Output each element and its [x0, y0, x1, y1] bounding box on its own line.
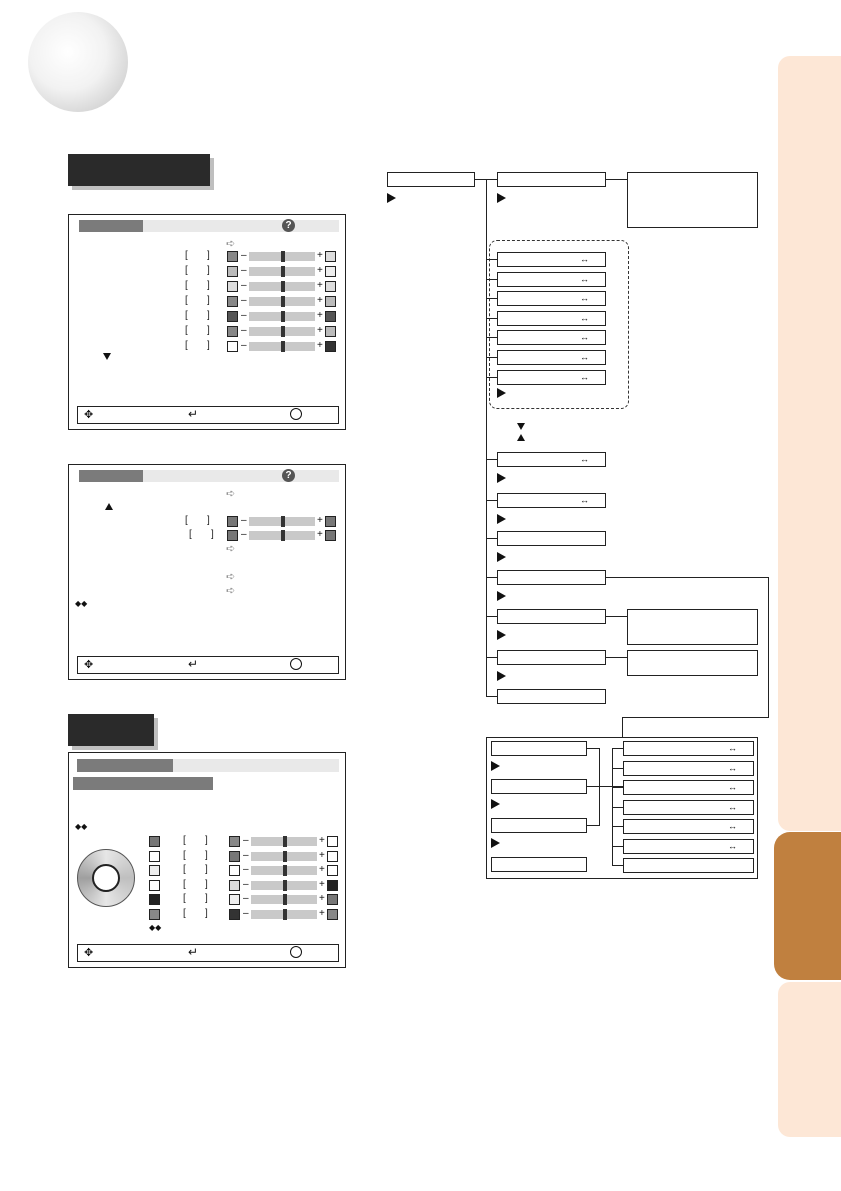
- tree-connector: [606, 577, 769, 578]
- swatch-left-icon: [227, 341, 238, 352]
- minus-sign: –: [243, 907, 249, 919]
- reset-icon[interactable]: ◆◆: [75, 599, 88, 608]
- tree-connector: [612, 787, 623, 788]
- bracket-open: [: [189, 529, 192, 540]
- bracket-open: [: [185, 295, 188, 306]
- tree-node-6[interactable]: [497, 609, 606, 624]
- color-swatch-icon: [149, 865, 160, 876]
- slider-knob[interactable]: [283, 865, 287, 876]
- right-arrow-icon: [497, 552, 506, 562]
- sub-tree-option-2[interactable]: [623, 761, 754, 776]
- tree-connector: [612, 768, 623, 769]
- swatch-left-icon: [227, 516, 238, 527]
- left-right-arrow-icon: ↔: [580, 293, 589, 304]
- bracket-close: ]: [207, 280, 210, 291]
- left-right-arrow-icon: ↔: [580, 495, 589, 505]
- tree-connector: [606, 657, 627, 658]
- tree-node-8[interactable]: [497, 689, 606, 704]
- plus-sign: +: [317, 250, 323, 261]
- sub-tree-node-1[interactable]: [491, 741, 587, 756]
- enter-icon: ↵: [188, 657, 199, 671]
- menu-button-icon: [290, 658, 302, 670]
- left-right-arrow-icon: ↔: [728, 840, 737, 851]
- bracket-open: [: [185, 325, 188, 336]
- slider-knob[interactable]: [281, 266, 285, 277]
- menu-button-icon: [290, 946, 302, 958]
- bracket-close: ]: [207, 295, 210, 306]
- minus-sign: –: [241, 250, 247, 261]
- plus-sign: +: [317, 265, 323, 276]
- scroll-up-icon[interactable]: [105, 503, 113, 510]
- tree-node-7[interactable]: [497, 650, 606, 665]
- slider-knob[interactable]: [283, 894, 287, 905]
- swatch-right-icon: [325, 296, 336, 307]
- swatch-left-icon: [227, 251, 238, 262]
- tree-connector: [622, 717, 769, 718]
- right-arrow-icon: [491, 799, 500, 809]
- plus-sign: +: [317, 310, 323, 321]
- plus-sign: +: [317, 515, 323, 526]
- menu-tab-active[interactable]: [79, 470, 143, 482]
- swatch-left-icon: [227, 311, 238, 322]
- menu-tab-active[interactable]: [79, 220, 143, 232]
- four-way-arrow-icon: ✥: [84, 659, 94, 671]
- tree-connector: [612, 826, 623, 827]
- tree-connector: [486, 279, 497, 280]
- menu-nav-bar: [77, 406, 339, 424]
- bracket-close: ]: [207, 340, 210, 351]
- plus-sign: +: [319, 835, 325, 846]
- bracket-open: [: [183, 878, 186, 890]
- tree-connector: [622, 717, 623, 737]
- bracket-close: ]: [205, 878, 208, 890]
- slider-knob[interactable]: [283, 851, 287, 862]
- swatch-right-icon: [327, 894, 338, 905]
- bracket-open: [: [185, 250, 188, 261]
- right-arrow-icon: [497, 193, 506, 203]
- swatch-left-icon: [227, 281, 238, 292]
- swatch-left-icon: [229, 909, 240, 920]
- left-right-arrow-icon: ↔: [728, 801, 737, 812]
- sub-tree-option-6[interactable]: [623, 839, 754, 854]
- bracket-close: ]: [205, 893, 208, 904]
- pointer-icon: ➪: [226, 238, 236, 250]
- pointer-icon: ➪: [226, 585, 236, 597]
- sub-tree-node-3[interactable]: [491, 818, 587, 833]
- left-right-arrow-icon: ↔: [580, 312, 589, 323]
- color-wheel-center: [92, 864, 120, 892]
- right-arrow-icon: [497, 591, 506, 601]
- tree-node-adjust[interactable]: [497, 272, 606, 287]
- menu-nav-bar: [77, 656, 339, 674]
- tree-note-box-1: [627, 172, 758, 228]
- slider-knob[interactable]: [283, 836, 287, 847]
- bracket-close: ]: [207, 265, 210, 276]
- swatch-right-icon: [327, 880, 338, 891]
- tree-connector: [612, 865, 623, 866]
- plus-sign: +: [319, 893, 325, 904]
- minus-sign: –: [243, 835, 249, 846]
- left-right-arrow-icon: ↔: [580, 332, 589, 343]
- menu-screen-panel-3: [68, 752, 346, 968]
- swatch-right-icon: [325, 530, 336, 541]
- side-tab-lower[interactable]: [778, 982, 841, 1137]
- swatch-right-icon: [325, 281, 336, 292]
- bracket-open: [: [183, 893, 186, 904]
- swatch-right-icon: [327, 865, 338, 876]
- pointer-icon: ➪: [226, 488, 236, 500]
- bracket-open: [: [185, 340, 188, 351]
- menu-screen-panel-1: [68, 214, 346, 430]
- right-arrow-icon: [491, 838, 500, 848]
- plus-sign: +: [319, 907, 325, 919]
- swatch-right-icon: [327, 851, 338, 862]
- color-swatch-icon: [149, 851, 160, 862]
- right-arrow-icon: [497, 671, 506, 681]
- bracket-close: ]: [205, 849, 208, 861]
- tree-connector: [486, 377, 497, 378]
- bracket-open: [: [185, 310, 188, 321]
- enter-icon: ↵: [188, 945, 199, 959]
- color-wheel-icon: [77, 849, 135, 907]
- section-heading-1: [68, 154, 210, 186]
- swatch-left-icon: [229, 851, 240, 862]
- plus-sign: +: [317, 529, 323, 540]
- color-swatch-icon: [149, 909, 160, 920]
- side-tab-upper[interactable]: [778, 56, 841, 831]
- bracket-close: ]: [207, 515, 210, 526]
- tree-connector: [486, 696, 497, 697]
- swatch-left-icon: [229, 865, 240, 876]
- tree-connector: [486, 179, 497, 180]
- tree-connector: [486, 357, 497, 358]
- tree-connector: [612, 846, 623, 847]
- side-tab-active[interactable]: [774, 832, 841, 980]
- tree-connector: [486, 318, 497, 319]
- right-arrow-icon: [497, 514, 506, 524]
- menu-tab-active[interactable]: [77, 759, 173, 772]
- four-way-arrow-icon: ✥: [84, 947, 94, 959]
- tree-connector: [599, 748, 600, 826]
- tree-connector: [486, 577, 497, 578]
- tree-connector: [486, 616, 497, 617]
- tree-connector: [612, 748, 623, 749]
- right-arrow-icon: [387, 193, 396, 203]
- bracket-open: [: [185, 280, 188, 291]
- tree-connector: [587, 748, 599, 749]
- left-right-arrow-icon: ↔: [580, 254, 589, 264]
- right-arrow-icon: [491, 761, 500, 771]
- swatch-right-icon: [325, 341, 336, 352]
- bracket-close: ]: [207, 310, 210, 321]
- swatch-left-icon: [227, 266, 238, 277]
- help-icon[interactable]: ?: [282, 219, 295, 232]
- bracket-close: ]: [207, 250, 210, 261]
- swatch-right-icon: [327, 836, 338, 847]
- tree-trunk-line: [486, 179, 487, 697]
- bracket-close: ]: [205, 864, 208, 875]
- sub-tree-option-3[interactable]: [623, 780, 754, 795]
- tree-connector: [486, 459, 497, 460]
- slider-knob[interactable]: [281, 311, 285, 322]
- pointer-icon: ➪: [226, 543, 236, 555]
- tree-node-adjust[interactable]: [497, 291, 606, 306]
- scroll-down-icon[interactable]: [103, 353, 111, 360]
- minus-sign: –: [241, 280, 247, 291]
- tree-connector: [612, 807, 623, 808]
- plus-sign: +: [319, 864, 325, 875]
- swatch-right-icon: [325, 266, 336, 277]
- swatch-left-icon: [227, 296, 238, 307]
- tree-node-adjust[interactable]: [497, 370, 606, 385]
- bracket-close: ]: [205, 835, 208, 846]
- slider-knob[interactable]: [281, 530, 285, 541]
- swatch-left-icon: [229, 880, 240, 891]
- slider-knob[interactable]: [283, 909, 287, 920]
- tree-node-5[interactable]: [497, 570, 606, 585]
- sub-tree-node-4[interactable]: [491, 857, 587, 872]
- right-arrow-icon: [497, 388, 506, 398]
- plus-sign: +: [319, 849, 325, 861]
- sub-tree-option-4[interactable]: [623, 800, 754, 815]
- menu-screen-panel-2: [68, 464, 346, 680]
- tree-connector: [486, 259, 497, 260]
- minus-sign: –: [241, 515, 247, 526]
- swatch-right-icon: [327, 909, 338, 920]
- tree-connector: [486, 500, 497, 501]
- section-heading-2: [68, 714, 154, 746]
- tree-connector: [486, 657, 497, 658]
- bracket-open: [: [183, 864, 186, 875]
- slider-knob[interactable]: [281, 251, 285, 262]
- tree-connector: [486, 337, 497, 338]
- minus-sign: –: [243, 864, 249, 875]
- sub-tree-option-5[interactable]: [623, 819, 754, 834]
- help-icon[interactable]: ?: [282, 469, 295, 482]
- minus-sign: –: [241, 340, 247, 351]
- plus-sign: +: [319, 878, 325, 890]
- plus-sign: +: [317, 340, 323, 351]
- slider-knob[interactable]: [283, 880, 287, 891]
- header-circle-decoration: [28, 12, 128, 112]
- right-arrow-icon: [497, 630, 506, 640]
- bracket-open: [: [183, 835, 186, 846]
- minus-sign: –: [243, 893, 249, 904]
- scroll-down-icon: [517, 423, 525, 430]
- slider-knob[interactable]: [281, 296, 285, 307]
- slider-knob[interactable]: [281, 341, 285, 352]
- left-right-arrow-icon: ↔: [728, 821, 737, 831]
- bracket-open: [: [183, 849, 186, 861]
- minus-sign: –: [241, 265, 247, 276]
- plus-sign: +: [317, 325, 323, 336]
- minus-sign: –: [241, 310, 247, 321]
- slider-knob[interactable]: [281, 326, 285, 337]
- swatch-right-icon: [325, 251, 336, 262]
- bracket-close: ]: [211, 529, 214, 540]
- left-right-arrow-icon: ↔: [580, 454, 589, 464]
- minus-sign: –: [241, 529, 247, 540]
- tree-note-box-2: [627, 609, 758, 645]
- bracket-open: [: [183, 907, 186, 919]
- minus-sign: –: [241, 295, 247, 306]
- sub-tree-option-7[interactable]: [623, 858, 754, 873]
- tree-connector: [768, 577, 769, 718]
- tree-connector: [606, 616, 627, 617]
- tree-node-adjust[interactable]: [497, 330, 606, 345]
- submenu-title-bar: [73, 777, 213, 790]
- tree-root-node[interactable]: [387, 172, 475, 187]
- swatch-left-icon: [227, 326, 238, 337]
- tree-connector: [486, 298, 497, 299]
- tree-node-4[interactable]: [497, 531, 606, 546]
- tree-note-box-3: [627, 650, 758, 676]
- bracket-close: ]: [207, 325, 210, 336]
- tree-node-2[interactable]: [497, 452, 606, 467]
- four-way-arrow-icon: ✥: [84, 409, 94, 421]
- swatch-left-icon: [229, 836, 240, 847]
- tree-node-1[interactable]: [497, 172, 606, 187]
- slider-knob[interactable]: [281, 516, 285, 527]
- swatch-left-icon: [227, 530, 238, 541]
- color-swatch-icon: [149, 836, 160, 847]
- bracket-open: [: [185, 515, 188, 526]
- sub-tree-node-2[interactable]: [491, 779, 587, 794]
- tree-node-adjust[interactable]: [497, 311, 606, 326]
- plus-sign: +: [317, 280, 323, 291]
- reset-icon[interactable]: ◆◆: [75, 822, 88, 831]
- left-right-arrow-icon: ↔: [728, 762, 737, 773]
- left-right-arrow-icon: ↔: [580, 371, 589, 382]
- tree-connector: [606, 179, 627, 180]
- pointer-icon: ➪: [226, 571, 236, 583]
- color-swatch-icon: [149, 894, 160, 905]
- sub-tree-option-1[interactable]: [623, 741, 754, 756]
- minus-sign: –: [243, 878, 249, 890]
- enter-icon: ↵: [188, 407, 199, 421]
- menu-button-icon: [290, 408, 302, 420]
- color-swatch-icon: [149, 880, 160, 891]
- tree-connector: [587, 825, 599, 826]
- plus-sign: +: [317, 295, 323, 306]
- swatch-right-icon: [325, 516, 336, 527]
- left-right-arrow-icon: ↔: [580, 273, 589, 284]
- slider-knob[interactable]: [281, 281, 285, 292]
- left-right-arrow-icon: ↔: [728, 782, 737, 792]
- bracket-close: ]: [205, 907, 208, 919]
- tree-connector: [486, 538, 497, 539]
- left-right-arrow-icon: ↔: [728, 743, 737, 753]
- swatch-right-icon: [325, 326, 336, 337]
- reset-icon[interactable]: ◆◆: [149, 923, 162, 932]
- scroll-up-icon: [517, 434, 525, 441]
- tree-node-adjust[interactable]: [497, 252, 606, 267]
- swatch-left-icon: [229, 894, 240, 905]
- tree-node-adjust[interactable]: [497, 350, 606, 365]
- tree-connector: [475, 179, 486, 180]
- menu-nav-bar: [77, 944, 339, 962]
- right-arrow-icon: [497, 473, 506, 483]
- swatch-right-icon: [325, 311, 336, 322]
- tree-node-3[interactable]: [497, 493, 606, 508]
- left-right-arrow-icon: ↔: [580, 352, 589, 362]
- bracket-open: [: [185, 265, 188, 276]
- minus-sign: –: [241, 325, 247, 336]
- minus-sign: –: [243, 849, 249, 861]
